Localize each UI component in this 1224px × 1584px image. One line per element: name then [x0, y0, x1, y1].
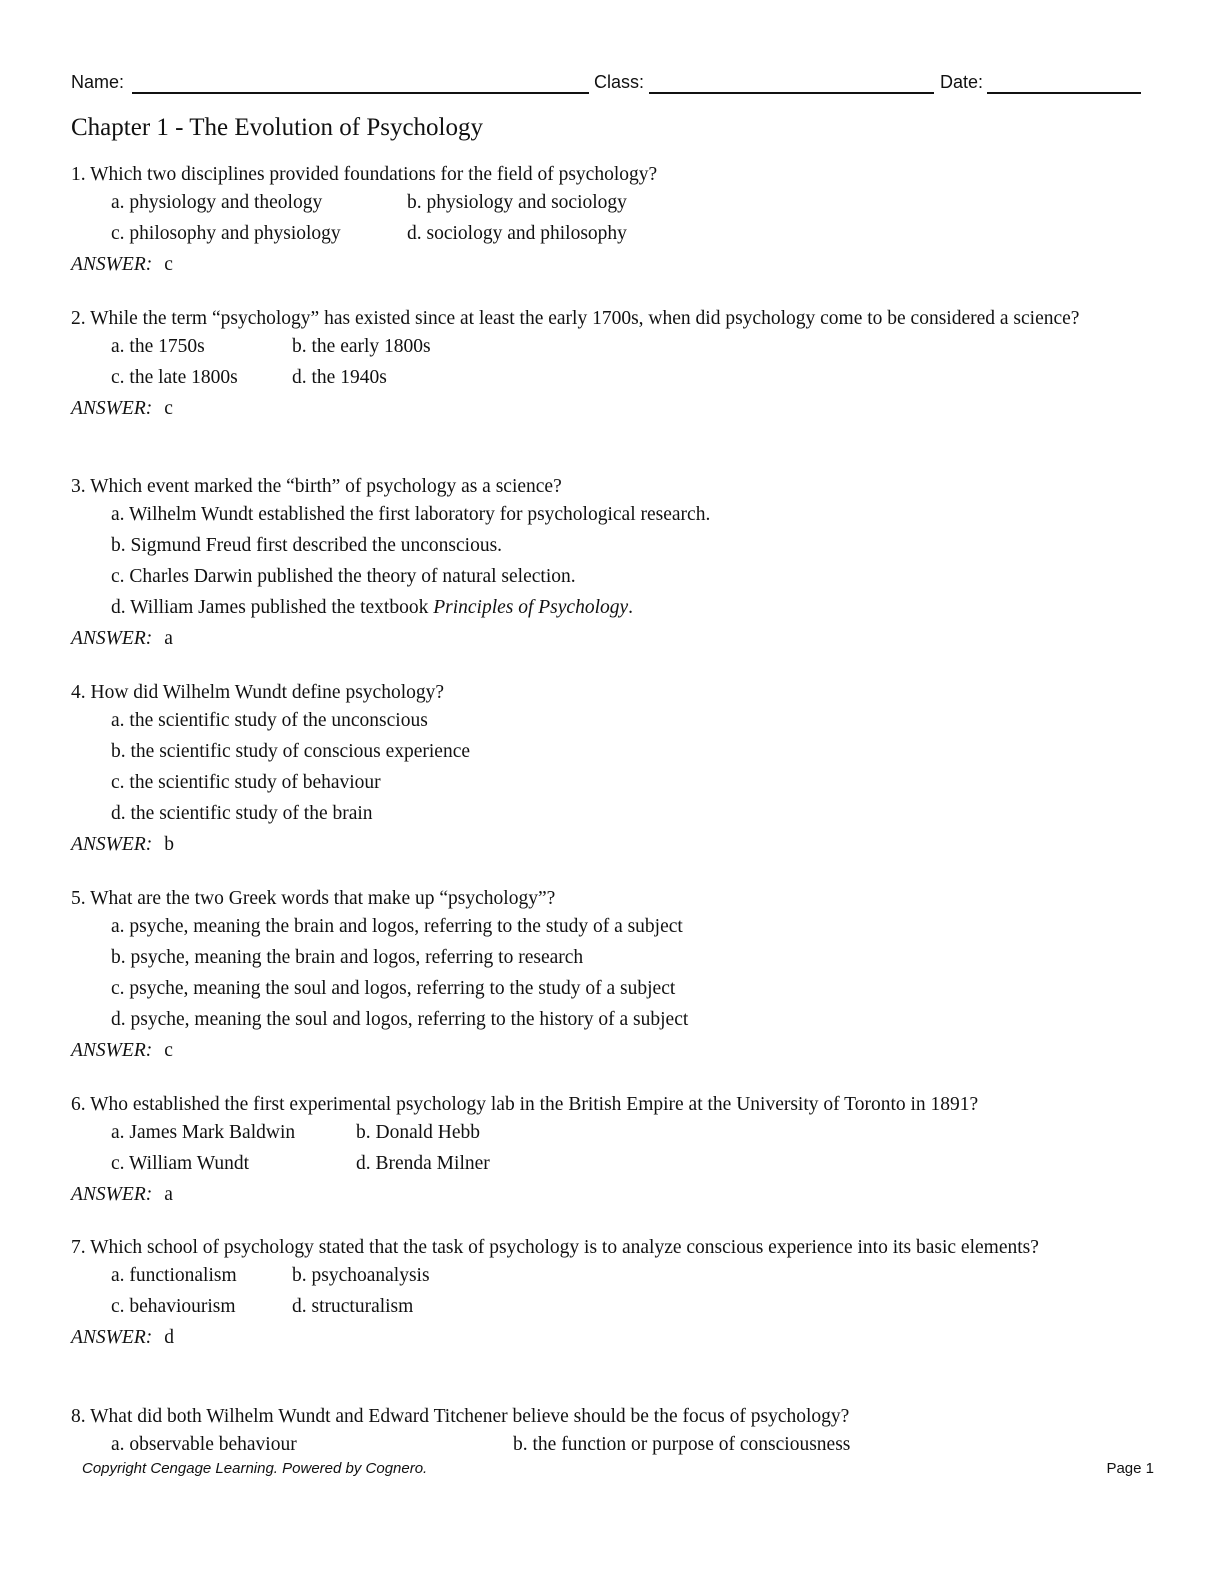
question-8 — [71, 1404, 1146, 1460]
option-a: a. Wilhelm Wundt established the first laboratory for psychological research. — [111, 504, 711, 525]
date-field-line[interactable] — [987, 92, 1141, 94]
option-d: d. the 1940s — [292, 367, 387, 388]
question-stem: 2. While the term “psychology” has existed since at least the early 1700s, when did psychology come to be considered a science? — [71, 308, 1080, 329]
option-b: b. the scientific study of conscious experience — [111, 741, 471, 762]
question-stem: 8. What did both Wilhelm Wundt and Edward Titchener believe should be the focus of psychology? — [71, 1406, 850, 1427]
page-number: Page 1 — [1106, 1460, 1154, 1477]
question-stem: 1. Which two disciplines provided foundations for the field of psychology? — [71, 164, 658, 185]
answer-value: a — [164, 627, 173, 649]
answer-line — [71, 1179, 1146, 1209]
answer-value: c — [164, 253, 173, 275]
option-d-end: . — [628, 597, 634, 618]
answer-label: ANSWER: — [71, 253, 153, 275]
answer-label: ANSWER: — [71, 627, 153, 649]
question-stem: 4. How did Wilhelm Wundt define psychology? — [71, 682, 445, 703]
option-b: b. Donald Hebb — [356, 1122, 481, 1143]
option-c: c. psyche, meaning the soul and logos, referring to the study of a subject — [111, 978, 676, 999]
answer-line — [71, 249, 1146, 279]
date-label: Date: — [940, 72, 984, 92]
option-a: a. physiology and theology — [111, 192, 323, 213]
answer-value: b — [164, 833, 174, 855]
answer-value: d — [164, 1326, 174, 1348]
option-a: a. psyche, meaning the brain and logos, referring to the study of a subject — [111, 916, 683, 937]
question-7 — [71, 1235, 1146, 1352]
option-b: b. the early 1800s — [292, 336, 431, 357]
question-5 — [71, 886, 1146, 1065]
question-stem: 6. Who established the first experimental psychology lab in the British Empire at the University of Toronto in 1891? — [71, 1094, 979, 1115]
option-b: b. psychoanalysis — [292, 1265, 430, 1286]
answer-value: c — [164, 1039, 173, 1061]
option-c: c. Charles Darwin published the theory of natural selection. — [111, 566, 576, 587]
answer-line — [71, 623, 1146, 653]
class-field-line[interactable] — [649, 92, 934, 94]
option-c: c. the late 1800s — [111, 367, 238, 388]
chapter-title: Chapter 1 - The Evolution of Psychology — [71, 114, 483, 141]
answer-label: ANSWER: — [71, 833, 153, 855]
name-label: Name: — [71, 72, 125, 92]
option-b: b. the function or purpose of consciousness — [513, 1434, 851, 1455]
page-footer — [82, 1460, 1154, 1477]
option-a: a. James Mark Baldwin — [111, 1122, 296, 1143]
option-b: b. psyche, meaning the brain and logos, referring to research — [111, 947, 584, 968]
options — [111, 1429, 1146, 1460]
name-field-line[interactable] — [132, 92, 589, 94]
question-stem: 5. What are the two Greek words that make up “psychology”? — [71, 888, 556, 909]
option-a: a. the 1750s — [111, 336, 205, 357]
options — [111, 499, 1146, 623]
options — [111, 1260, 1146, 1322]
option-a: a. functionalism — [111, 1265, 237, 1286]
student-info-header — [71, 70, 1143, 98]
options — [111, 1117, 1146, 1179]
options — [111, 705, 1146, 829]
options — [111, 331, 1146, 393]
answer-label: ANSWER: — [71, 1183, 153, 1205]
option-d — [111, 595, 633, 620]
answer-label: ANSWER: — [71, 1039, 153, 1061]
question-4 — [71, 680, 1146, 859]
answer-line — [71, 829, 1146, 859]
option-c: c. William Wundt — [111, 1153, 249, 1174]
question-stem: 3. Which event marked the “birth” of psychology as a science? — [71, 476, 562, 497]
book-title: Principles of Psychology — [433, 597, 629, 618]
question-1 — [71, 162, 1146, 279]
option-b: b. physiology and sociology — [407, 192, 627, 213]
option-d-text: d. William James published the textbook — [111, 597, 429, 618]
question-3 — [71, 474, 1146, 653]
option-c: c. behaviourism — [111, 1296, 236, 1317]
copyright-text: Copyright Cengage Learning. Powered by Cognero. — [82, 1460, 428, 1477]
answer-value: c — [164, 397, 173, 419]
answer-line — [71, 393, 1146, 423]
option-d: d. psyche, meaning the soul and logos, referring to the history of a subject — [111, 1009, 689, 1030]
question-stem: 7. Which school of psychology stated that the task of psychology is to analyze conscious experience into its basic elements? — [71, 1237, 1039, 1258]
option-d: d. sociology and philosophy — [407, 223, 627, 244]
answer-label: ANSWER: — [71, 1326, 153, 1348]
answer-value: a — [164, 1183, 173, 1205]
question-2 — [71, 306, 1146, 423]
option-c: c. the scientific study of behaviour — [111, 772, 381, 793]
options — [111, 187, 1146, 249]
option-d: d. the scientific study of the brain — [111, 803, 373, 824]
answer-line — [71, 1322, 1146, 1352]
option-c: c. philosophy and physiology — [111, 223, 341, 244]
option-a: a. observable behaviour — [111, 1434, 297, 1455]
answer-line — [71, 1035, 1146, 1065]
option-d: d. structuralism — [292, 1296, 414, 1317]
options — [111, 911, 1146, 1035]
option-b: b. Sigmund Freud first described the unconscious. — [111, 535, 503, 556]
class-label: Class: — [594, 72, 645, 92]
option-a: a. the scientific study of the unconscious — [111, 710, 428, 731]
question-6 — [71, 1092, 1146, 1209]
option-d: d. Brenda Milner — [356, 1153, 490, 1174]
answer-label: ANSWER: — [71, 397, 153, 419]
